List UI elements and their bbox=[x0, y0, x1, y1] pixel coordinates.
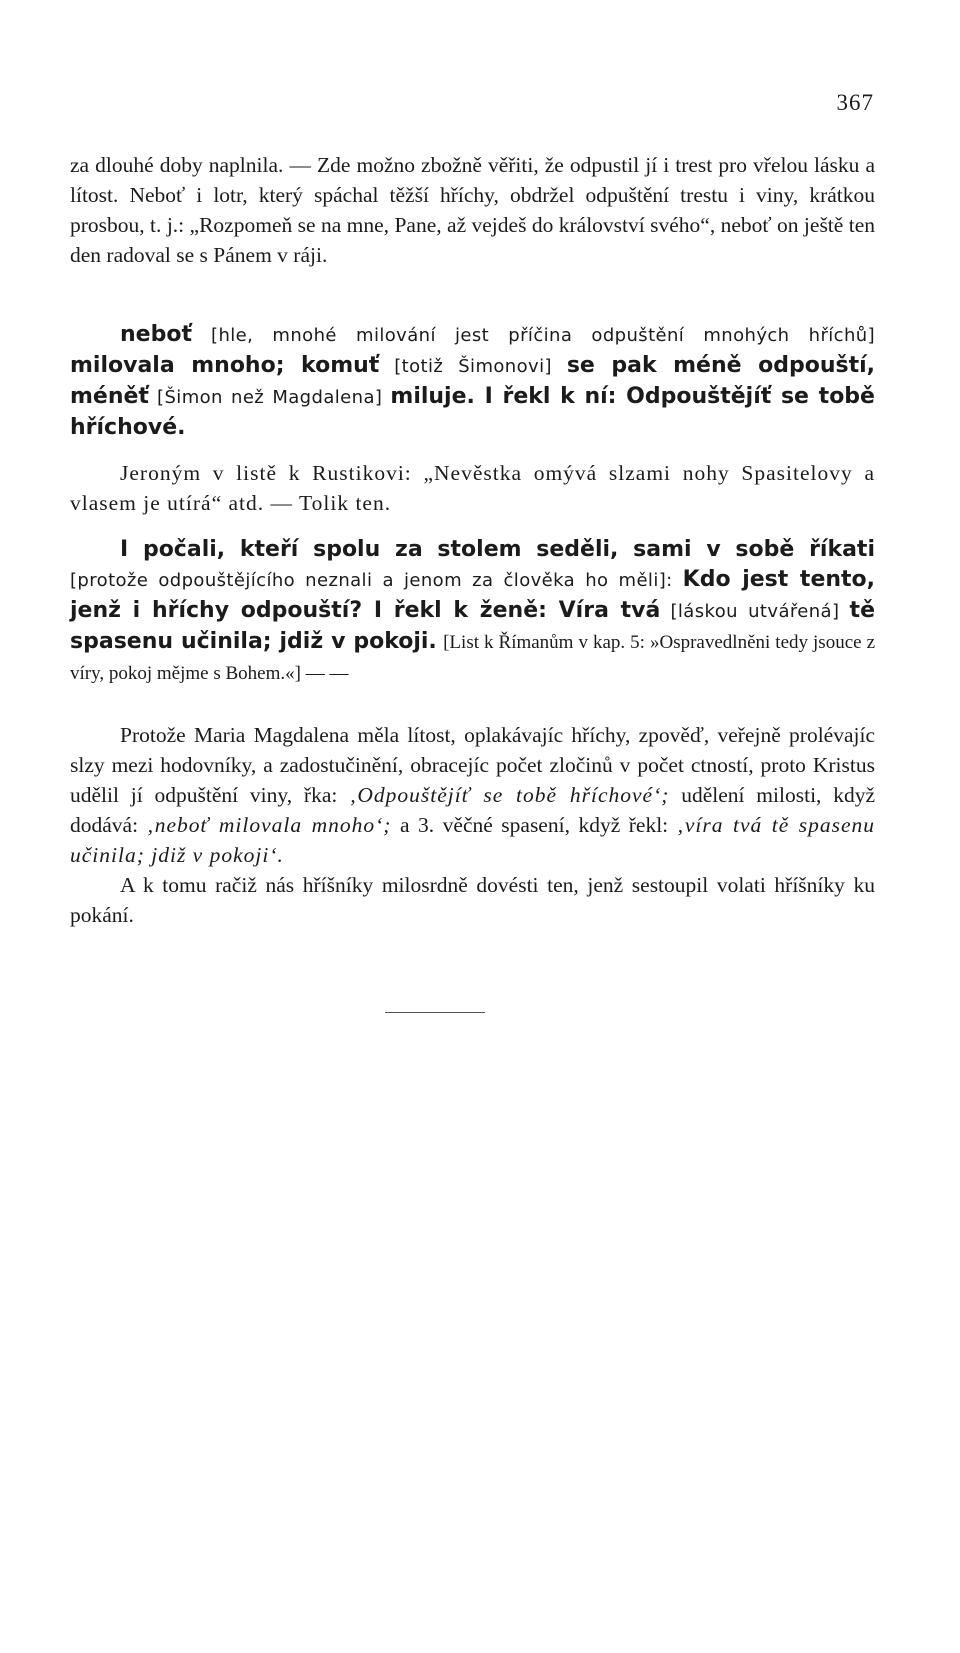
paragraph-text: za dlouhé doby naplnila. — Zde možno zbožně věřiti, že odpustil jí i trest pro vřelou lásku a lítost. Neboť i lotr, který spáchal těžší hříchy, obdržel odpuštění trestu i viny, krátkou prosbou, t. j.: „Rozpomeň se na mne, Pane, až vejdeš do království svého“, neboť on ještě ten den radoval se s Pánem v ráji. bbox=[70, 153, 875, 267]
commentary-paragraph bbox=[70, 720, 875, 870]
gospel-text: miluje. I řekl k ní: Odpouštějíť se tobě hříchové. bbox=[70, 384, 875, 440]
commentary-paragraph bbox=[70, 458, 875, 518]
quote: ‚víra tvá tě spasenu učinila; jdiž v pokoji‘. bbox=[70, 813, 876, 867]
gloss: [protože odpouštějícího neznali a jenom za člověka ho měli]: bbox=[70, 570, 673, 591]
gloss: [totiž Šimonovi] bbox=[394, 356, 552, 377]
gloss: [List k Římanům v kap. 5: »Ospravedlněni tedy jsouce z víry, pokoj mějme s Bohem.«] — — bbox=[70, 632, 876, 684]
closing-paragraph: A k tomu račiž nás hříšníky milosrdně dovésti ten, jenž sestoupil volati hříšníky ku pokání. bbox=[70, 873, 875, 927]
paragraph-text: a 3. věčné spasení, když řekl: bbox=[399, 813, 669, 837]
gospel-text: Kdo jest tento, jenž i hříchy odpouští? I řekl k ženě: Víra tvá bbox=[70, 567, 876, 623]
gospel-passage bbox=[70, 320, 875, 443]
commentary-paragraph bbox=[70, 150, 875, 270]
commentary-section bbox=[70, 720, 875, 930]
gospel-text: neboť bbox=[120, 322, 192, 347]
paragraph-text: Protože Maria Magdalena měla lítost, oplakávajíc hříchy, zpověď, veřejně prolévajíc slzy mezi hodovníky, a zadostučinění, obracejíc počet zločinů v počet ctností, proto Kristus udělil jí odpuštění viny, řka: bbox=[70, 723, 875, 807]
gloss: [láskou utvářená] bbox=[670, 601, 840, 622]
gospel-passage bbox=[70, 535, 875, 689]
gospel-text: milovala mnoho; komuť bbox=[70, 353, 380, 378]
quote: ‚Odpouštějíť se tobě hříchové‘; bbox=[349, 783, 670, 807]
paragraph-text: udělení milosti, když dodává: bbox=[70, 783, 876, 837]
gospel-text: tě spasenu učinila; jdiž v pokoji. bbox=[70, 598, 875, 654]
paragraph-text: Jeroným v listě k Rustikovi: „Nevěstka omývá slzami nohy Spasitelovy a vlasem je utírá“ atd. — Tolik ten. bbox=[70, 461, 875, 515]
gloss: [hle, mnohé milování jest příčina odpuštění mnohých hříchů] bbox=[211, 325, 875, 346]
page-number: 367 bbox=[836, 90, 874, 115]
gospel-text: I počali, kteří spolu za stolem seděli, sami v sobě říkati bbox=[120, 537, 875, 562]
gospel-text: se pak méně odpouští, méněť bbox=[70, 353, 875, 409]
gloss: [Šimon než Magdalena] bbox=[157, 387, 383, 408]
section-rule bbox=[385, 1012, 485, 1013]
quote: ‚neboť milovala mnoho‘; bbox=[146, 813, 392, 837]
